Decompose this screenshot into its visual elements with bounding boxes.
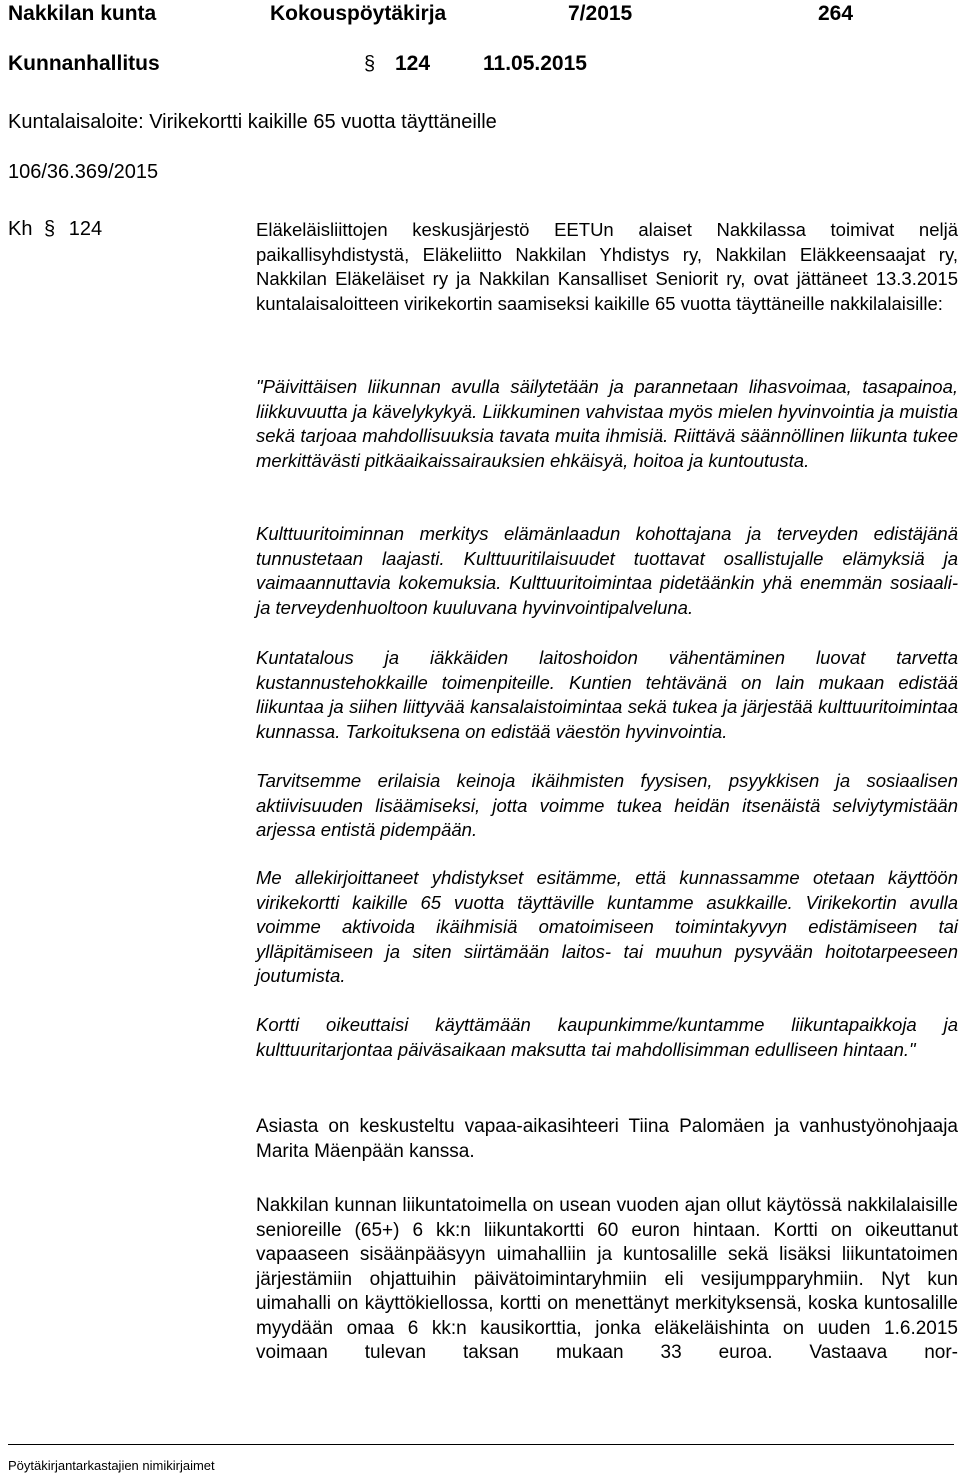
paragraph-quote-6	[256, 1013, 958, 1062]
section-marker	[364, 52, 430, 76]
kh-label	[8, 217, 102, 241]
paragraph-text: Tarvitsemme erilaisia keinoja ikäihmisten fyysisen, psyykkisen ja sosiaalisen aktiivisuuden lisäämiseksi, jotta voimme tukea heidän itsenäistä selviytymistään arjessa entistä pidempään.	[256, 770, 958, 840]
section-number: 124	[394, 52, 431, 75]
meeting-number: 7/2015	[568, 2, 633, 25]
section-sign-icon: §	[44, 218, 56, 240]
paragraph-quote-3	[256, 646, 958, 744]
paragraph-text: Kuntatalous ja iäkkäiden laitoshoidon vähentäminen luovat tarvetta kustannustehokkaille toimenpiteille. Kuntien tehtävänä on lain mukaan edistää liikuntaa ja siihen liittyvää kansalaistoimintaa sekä tukea ja järjestää kulttuuritoimintaa kunnassa. Tarkoituksena on edistää väestön hyvinvointia.	[256, 647, 958, 742]
body-name: Kunnanhallitus	[8, 52, 160, 75]
paragraph-text: Asiasta on keskusteltu vapaa-aikasihteeri Tiina Palomäen ja vanhustyönohjaaja Marita Mäenpään kanssa.	[256, 1116, 958, 1162]
page-footer	[8, 1444, 954, 1474]
paragraph-text: Nakkilan kunnan liikuntatoimella on usean vuoden ajan ollut käytössä nakkilalaisille senioreille (65+) 6 kk:n liikuntakortti 60 euron hintaan. Kortti on oikeuttanut vapaaseen sisäänpääsyyn uimahalliin ja kuntosalille sekä lisäksi liikuntatoimen järjestämiin ohjattuihin päivätoimintaryhmiin eli vesijumpparyhmiin. Nyt kun uimahalli on käyttökiellossa, kortti on menettänyt merkityksensä, koska kuntosalille myydään omaa 6 kk:n kausikorttia, jonka eläkeläishinta on uuden 1.6.2015 voimaan tulevan taksan mukaan 33 euroa. Vastaava nor-	[256, 1195, 958, 1363]
paragraph-quote-1	[256, 375, 958, 473]
record-number: 106/36.369/2015	[8, 161, 159, 183]
kh-number: 124	[68, 218, 103, 240]
paragraph-text: Me allekirjoittaneet yhdistykset esitämme, että kunnassamme otetaan käyttöön virikekortti kaikille 65 vuotta täyttäville kuntamme asukkaille. Virikekortin avulla voimme aktivoida ikäihmisiä omatoimiseen toimintakyvyn edistämiseen tai ylläpitämiseen ja siten siirtämään laitos- tai muuhun pysyvään hoitotarpeeseen joutumista.	[256, 867, 958, 986]
paragraph-intro	[256, 218, 958, 316]
document-type: Kokouspöytäkirja	[270, 2, 447, 25]
signature-label: Pöytäkirjantarkastajien nimikirjaimet	[8, 1458, 215, 1473]
paragraph-text: Eläkeläisliittojen keskusjärjestö EETUn alaiset Nakkilassa toimivat neljä paikallisyhdistystä, Eläkeliitto Nakkilan Yhdistys ry, Nakkilan Eläkkeensaajat ry, Nakkilan Eläkeläiset ry ja Nakkilan Kansalliset Seniorit ry, ovat jättäneet 13.3.2015 kuntalaisaloitteen virikekortin saamiseksi kaikille 65 vuotta täyttäneille nakkilalaisille:	[256, 219, 958, 314]
matter-title: Kuntalaisaloite: Virikekortti kaikille 65 vuotta täyttäneille	[8, 111, 497, 133]
paragraph-text: "Päivittäisen liikunnan avulla säilytetään ja parannetaan lihasvoimaa, tasapainoa, liikkuvuutta ja kävelykykyä. Liikkuminen vahvistaa myös mielen hyvinvointia ja muistia sekä tarjoaa mahdollisuuksia tavata muita ihmisiä. Riittävä säännöllinen liikunta tukee merkittävästi pitkäaikaissairauksien ehkäisyä, hoitoa ja kuntoutusta.	[256, 376, 958, 471]
kh-text: Kh	[8, 218, 33, 240]
paragraph-quote-2	[256, 522, 958, 620]
paragraph-quote-5	[256, 866, 958, 989]
paragraph-text: Kulttuuritoiminnan merkitys elämänlaadun kohottajana ja terveyden edistäjänä tunnustetaan laajasti. Kulttuuritilaisuudet tuottavat osallistujalle elämyksiä ja vaimaannuttavia kokemuksia. Kulttuuritoimintaa pidetäänkin yhä enemmän sosiaali- ja terveydenhuoltoon kuuluvana hyvinvointipalveluna.	[256, 523, 958, 618]
paragraph-quote-4	[256, 769, 958, 843]
meeting-date: 11.05.2015	[483, 52, 587, 75]
paragraph-text: Kortti oikeuttaisi käyttämään kaupunkimme/kuntamme liikuntapaikkoja ja kulttuuritarjontaa päiväsaikaan maksutta tai mahdollisimman edulliseen hintaan."	[256, 1014, 958, 1060]
section-sign-icon: §	[364, 53, 376, 75]
paragraph-current-card	[256, 1194, 958, 1366]
organization-name: Nakkilan kunta	[8, 2, 157, 25]
paragraph-discussion	[256, 1115, 958, 1164]
page-number: 264	[818, 2, 854, 25]
